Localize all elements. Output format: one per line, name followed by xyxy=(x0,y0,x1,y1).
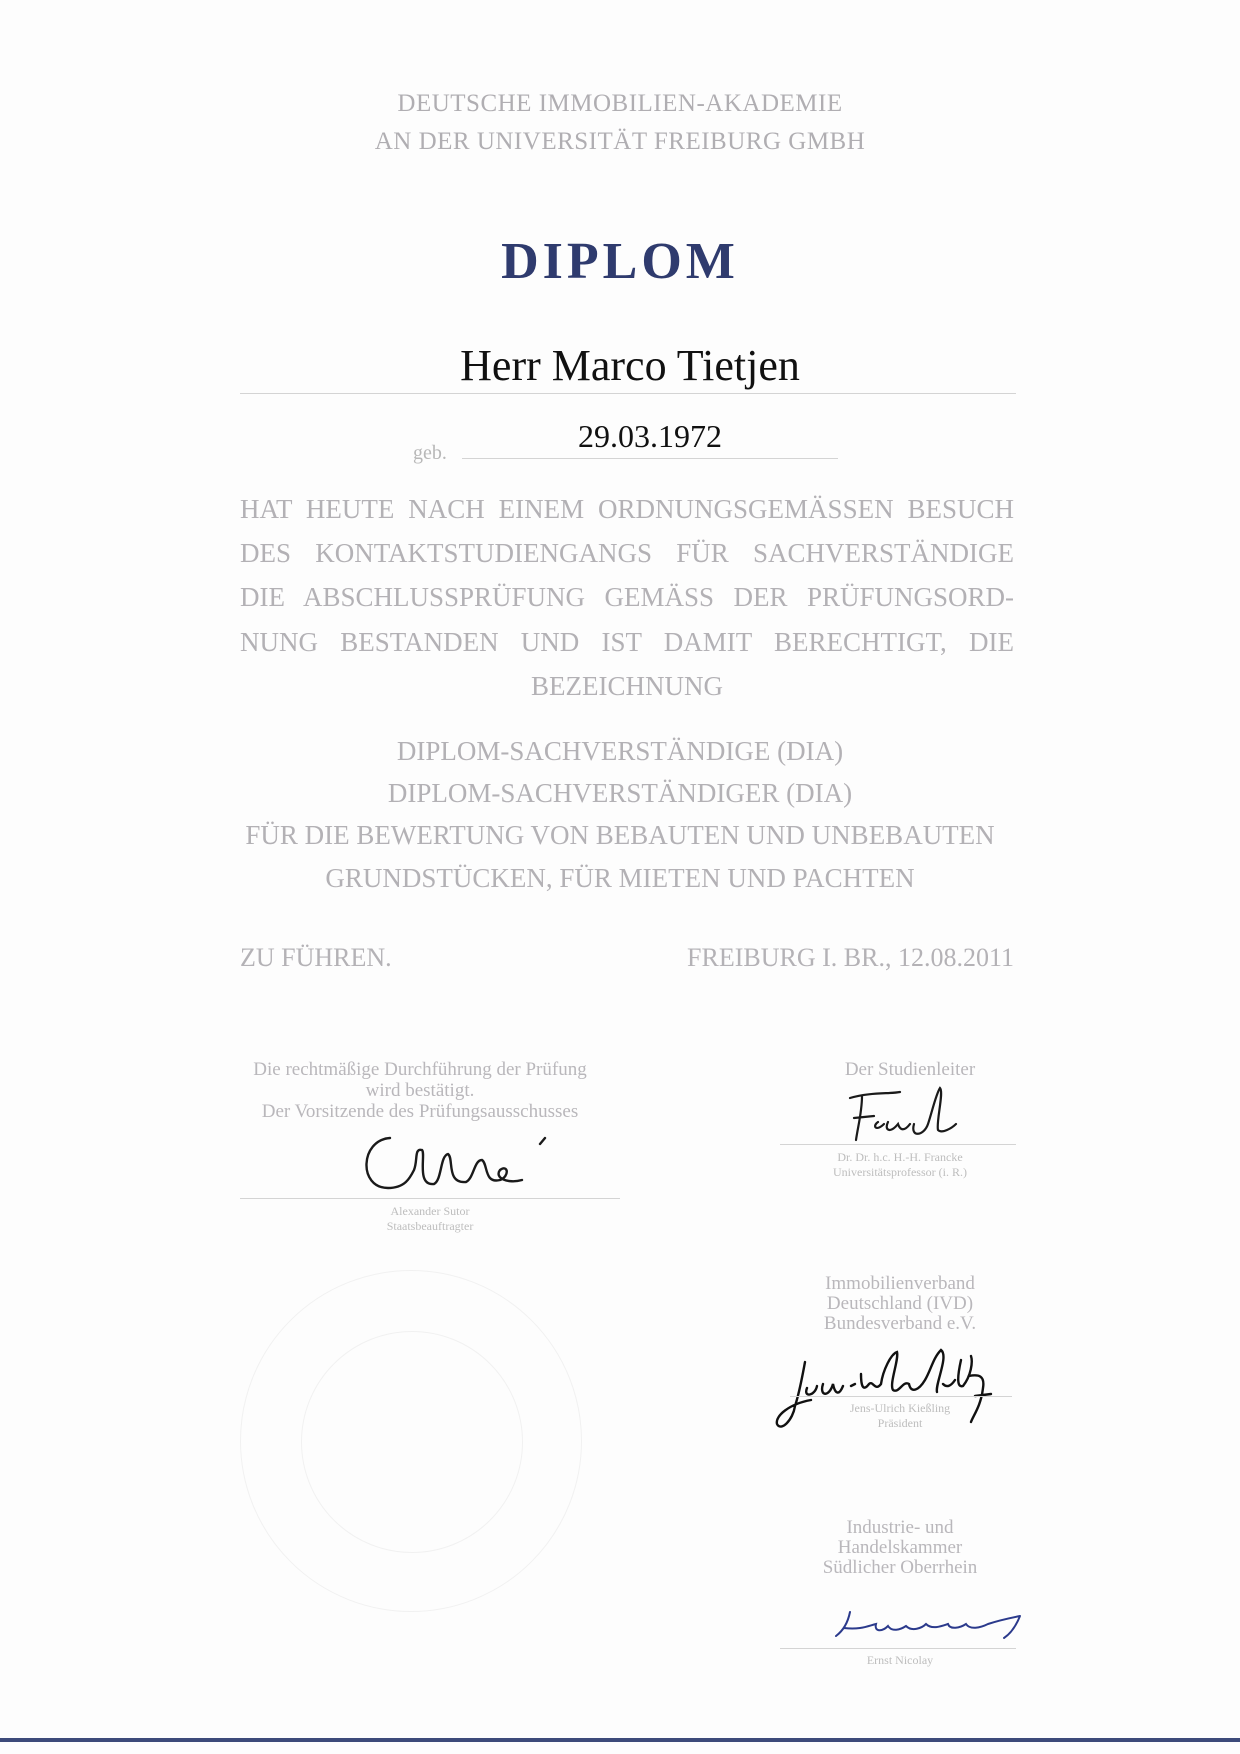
born-label: geb. xyxy=(413,442,447,464)
kiessling-signature-rule xyxy=(790,1396,1012,1397)
institution-line-1: DEUTSCHE IMMOBILIEN-AKADEMIE xyxy=(397,90,843,117)
kiessling-name: Jens-Ulrich Kießling xyxy=(849,1401,951,1415)
birthdate-rule xyxy=(462,458,838,459)
sutor-caption xyxy=(330,1204,530,1234)
ivd-line-1: Immobilienverband xyxy=(825,1273,975,1294)
recipient-name: Herr Marco Tietjen xyxy=(460,341,800,390)
birth-date: 29.03.1972 xyxy=(578,418,722,454)
bottom-border xyxy=(0,1738,1240,1742)
ihk-block xyxy=(770,1518,1030,1578)
ivd-line-3: Bundesverband e.V. xyxy=(823,1313,977,1334)
body-line-1: HAT HEUTE NACH EINEM ORDNUNGSGEMÄSSEN BESUCH xyxy=(240,494,1014,524)
nicolay-signature xyxy=(820,1598,1070,1648)
body-line-3: DIE ABSCHLUSSPRÜFUNG GEMÄSS DER PRÜFUNGSORD- xyxy=(240,582,1014,612)
sutor-role: Staatsbeauftragter xyxy=(386,1219,474,1233)
body-line-5: BEZEICHNUNG xyxy=(531,671,723,701)
study-director-heading: Der Studienleiter xyxy=(844,1059,976,1080)
embossed-seal-inner xyxy=(301,1331,523,1553)
sutor-signature-rule xyxy=(240,1198,620,1199)
sutor-signature xyxy=(350,1120,580,1200)
ihk-line-3: Südlicher Oberrhein xyxy=(822,1557,978,1578)
closing-text: ZU FÜHREN. xyxy=(240,943,392,972)
degree-title-male: DIPLOM-SACHVERSTÄNDIGER (DIA) xyxy=(387,778,853,808)
nicolay-signature-rule xyxy=(780,1648,1016,1649)
kiessling-caption xyxy=(800,1401,1000,1431)
nicolay-name: Ernst Nicolay xyxy=(866,1653,934,1667)
exam-confirmation-line-2: wird bestätigt. xyxy=(365,1080,475,1101)
exam-confirmation-block xyxy=(220,1059,620,1122)
ihk-line-2: Handelskammer xyxy=(837,1537,963,1558)
francke-name: Dr. Dr. h.c. H.-H. Francke xyxy=(837,1150,963,1164)
francke-caption xyxy=(790,1150,1010,1180)
document-title: DIPLOM xyxy=(501,233,739,290)
francke-signature xyxy=(840,1082,970,1146)
sutor-name: Alexander Sutor xyxy=(390,1204,470,1218)
embossed-seal xyxy=(240,1270,582,1612)
body-line-4: NUNG BESTANDEN UND IST DAMIT BERECHTIGT, DIE xyxy=(240,627,1014,657)
institution-line-2: AN DER UNIVERSITÄT FREIBURG GMBH xyxy=(374,128,866,155)
degree-scope-line-1: FÜR DIE BEWERTUNG VON BEBAUTEN UND UNBEBAUTEN xyxy=(245,820,995,850)
name-rule xyxy=(240,393,1016,394)
francke-role: Universitätsprofessor (i. R.) xyxy=(833,1165,967,1179)
ivd-line-2: Deutschland (IVD) xyxy=(826,1293,974,1314)
francke-signature-rule xyxy=(780,1144,1016,1145)
degree-scope-line-2: GRUNDSTÜCKEN, FÜR MIETEN UND PACHTEN xyxy=(325,863,915,893)
place-and-date: FREIBURG I. BR., 12.08.2011 xyxy=(687,943,1014,972)
ihk-line-1: Industrie- und xyxy=(846,1517,954,1538)
degree-title-female: DIPLOM-SACHVERSTÄNDIGE (DIA) xyxy=(396,736,844,766)
body-line-2: DES KONTAKTSTUDIENGANGS FÜR SACHVERSTÄNDIGE xyxy=(240,538,1014,568)
ivd-block xyxy=(770,1274,1030,1334)
kiessling-role: Präsident xyxy=(877,1416,923,1430)
exam-confirmation-line-3: Der Vorsitzende des Prüfungsausschusses xyxy=(261,1101,579,1122)
exam-confirmation-line-1: Die rechtmäßige Durchführung der Prüfung xyxy=(253,1059,587,1080)
